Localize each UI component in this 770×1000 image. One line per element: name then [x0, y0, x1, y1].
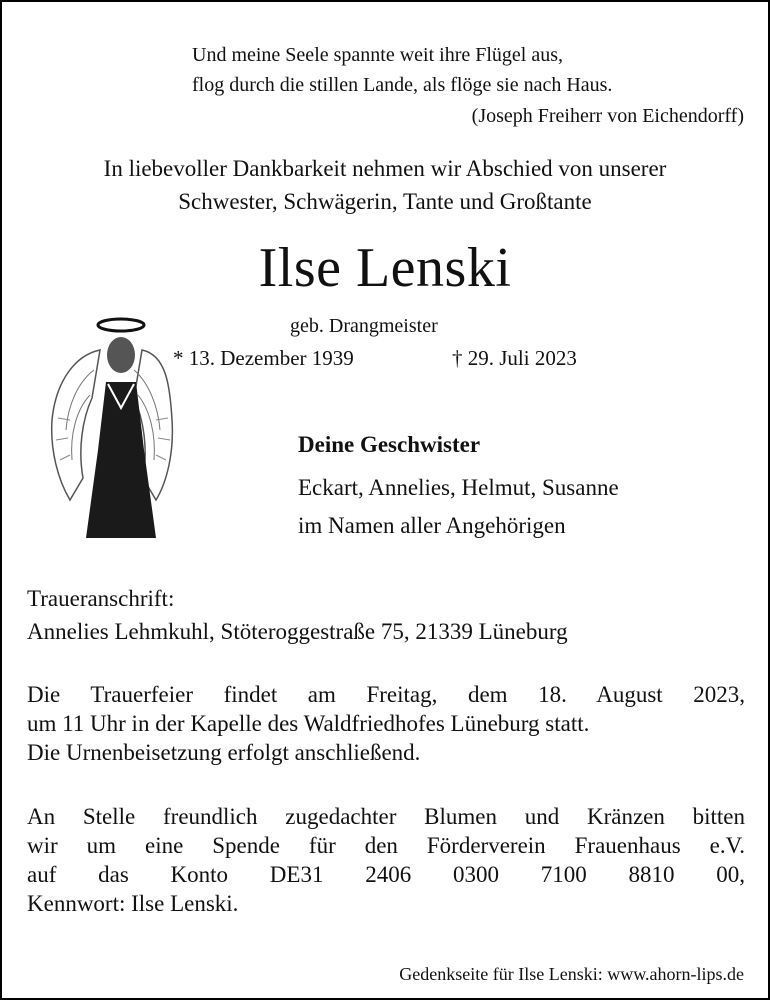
ceremony-line: Die Trauerfeier findet am Freitag, dem 18. August 2023,	[27, 682, 745, 707]
donation-line: wir um eine Spende für den Förderverein Frauenhaus e.V.	[27, 833, 745, 858]
angel-icon	[48, 310, 178, 542]
address-block	[27, 584, 745, 646]
donation-block	[27, 802, 745, 918]
memorial-page-footer: Gedenkseite für Ilse Lenski: www.ahorn-lips.de	[399, 964, 744, 984]
donation-line: An Stelle freundlich zugedachter Blumen und Kränzen bitten	[27, 804, 745, 829]
donation-line: auf das Konto DE31 2406 0300 7100 8810 00,	[27, 862, 745, 887]
birth-date: * 13. Dezember 1939	[173, 346, 354, 370]
intro-line-1: In liebevoller Dankbarkeit nehmen wir Abschied von unserer	[103, 156, 667, 181]
address-value: Annelies Lehmkuhl, Stöteroggestraße 75, 21339 Lüneburg	[27, 619, 568, 644]
death-date: † 29. Juli 2023	[452, 346, 577, 370]
deceased-name: Ilse Lenski	[258, 237, 512, 299]
family-note: im Namen aller Angehörigen	[298, 513, 566, 538]
poem-author: (Joseph Freiherr von Eichendorff)	[471, 105, 744, 127]
family-names: Eckart, Annelies, Helmut, Susanne	[298, 475, 619, 500]
birth-name: geb. Drangmeister	[290, 315, 438, 337]
ceremony-block	[27, 680, 745, 767]
ceremony-line: Die Urnenbeisetzung erfolgt anschließend.	[27, 740, 421, 765]
intro-line-2: Schwester, Schwägerin, Tante und Großtante	[178, 189, 592, 214]
poem-line-1: Und meine Seele spannte weit ihre Flügel aus,	[192, 44, 564, 66]
poem-line-2: flog durch die stillen Lande, als flöge sie nach Haus.	[192, 74, 613, 96]
family-heading: Deine Geschwister	[298, 432, 481, 457]
address-label: Traueranschrift:	[27, 586, 175, 611]
donation-line: Kennwort: Ilse Lenski.	[27, 891, 239, 916]
ceremony-line: um 11 Uhr in der Kapelle des Waldfriedhofes Lüneburg statt.	[27, 711, 590, 736]
